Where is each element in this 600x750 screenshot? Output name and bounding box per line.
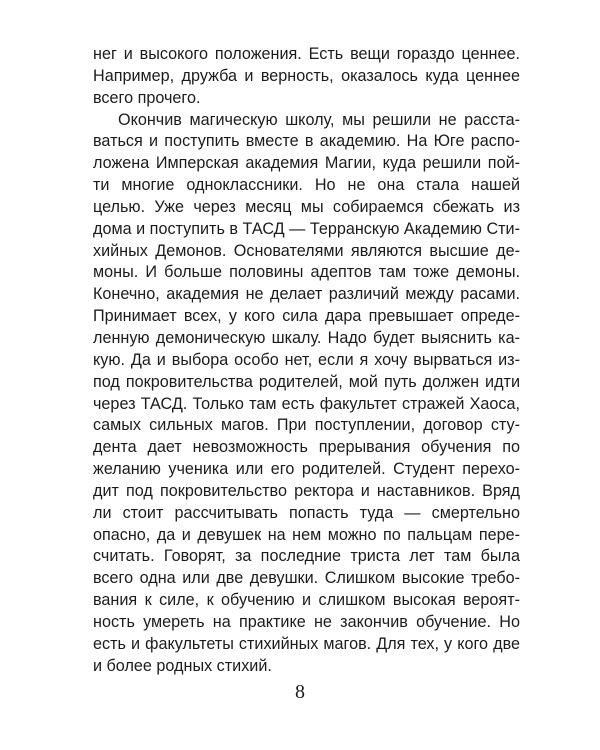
- text-line: всего прочего.: [93, 88, 201, 107]
- text-line: самых сильных магов. При поступлении, договор сту-: [93, 416, 520, 435]
- text-line: дит под покровительство ректора и наставников. Вряд: [93, 481, 520, 500]
- text-line: Например, дружба и верность, оказалось куда ценнее: [93, 66, 520, 85]
- text-line: дента дает невозможность прерывания обучения по: [93, 438, 520, 457]
- text-line: желанию ученика или его родителей. Студент перехо-: [93, 460, 520, 479]
- text-line: нег и высокого положения. Есть вещи гораздо ценнее.: [93, 45, 520, 63]
- text-line: хийных Демонов. Основателями являются высшие де-: [93, 241, 520, 260]
- text-line: опасно, да и девушек на нем можно по пальцам пере-: [93, 525, 520, 544]
- text-line: кую. Да и выбора особо нет, если я хочу вырваться из-: [93, 350, 520, 369]
- text-line: вания к силе, к обучению и слишком высокая вероят-: [93, 591, 520, 610]
- text-line: через ТАСД. Только там есть факультет стражей Хаоса,: [93, 394, 520, 413]
- text-line: Принимает всех, у кого сила дара превышает опреде-: [93, 307, 520, 326]
- text-line: ли стоит рассчитывать попасть туда — смертельно: [93, 503, 520, 522]
- text-line: ти многие одноклассники. Но не она стала нашей: [93, 176, 520, 195]
- text-line: моны. И больше половины адептов там тоже демоны.: [93, 263, 520, 282]
- text-line: под покровительства родителей, мой путь должен идти: [93, 372, 520, 391]
- page-number: 8: [295, 681, 305, 703]
- body-text: [93, 44, 520, 677]
- text-line: есть и факультеты стихийных магов. Для тех, у кого две: [93, 634, 520, 653]
- text-line: Конечно, академия не делает различий между расами.: [93, 285, 520, 304]
- text-line: всего одна или две девушки. Слишком высокие требо-: [93, 569, 520, 588]
- text-line: ленную демоническую шкалу. Надо будет выяснить ка-: [93, 328, 520, 347]
- paragraph: [93, 110, 520, 678]
- text-line: и более родных стихий.: [93, 656, 272, 675]
- text-line: дома и поступить в ТАСД — Терранскую Академию Сти-: [93, 219, 520, 238]
- text-line: ваться и поступить вместе в академию. На Юге распо-: [93, 132, 520, 151]
- text-line: ложена Имперская академия Магии, куда решили пой-: [93, 154, 520, 173]
- text-line: считать. Говорят, за последние триста лет там была: [93, 547, 520, 566]
- text-line: Окончив магическую школу, мы решили не расста-: [118, 110, 520, 129]
- text-line: ность умереть на практике не закончив обучение. Но: [93, 612, 520, 631]
- text-line: целью. Уже через месяц мы собираемся сбежать из: [93, 197, 520, 216]
- paragraph: [93, 44, 520, 110]
